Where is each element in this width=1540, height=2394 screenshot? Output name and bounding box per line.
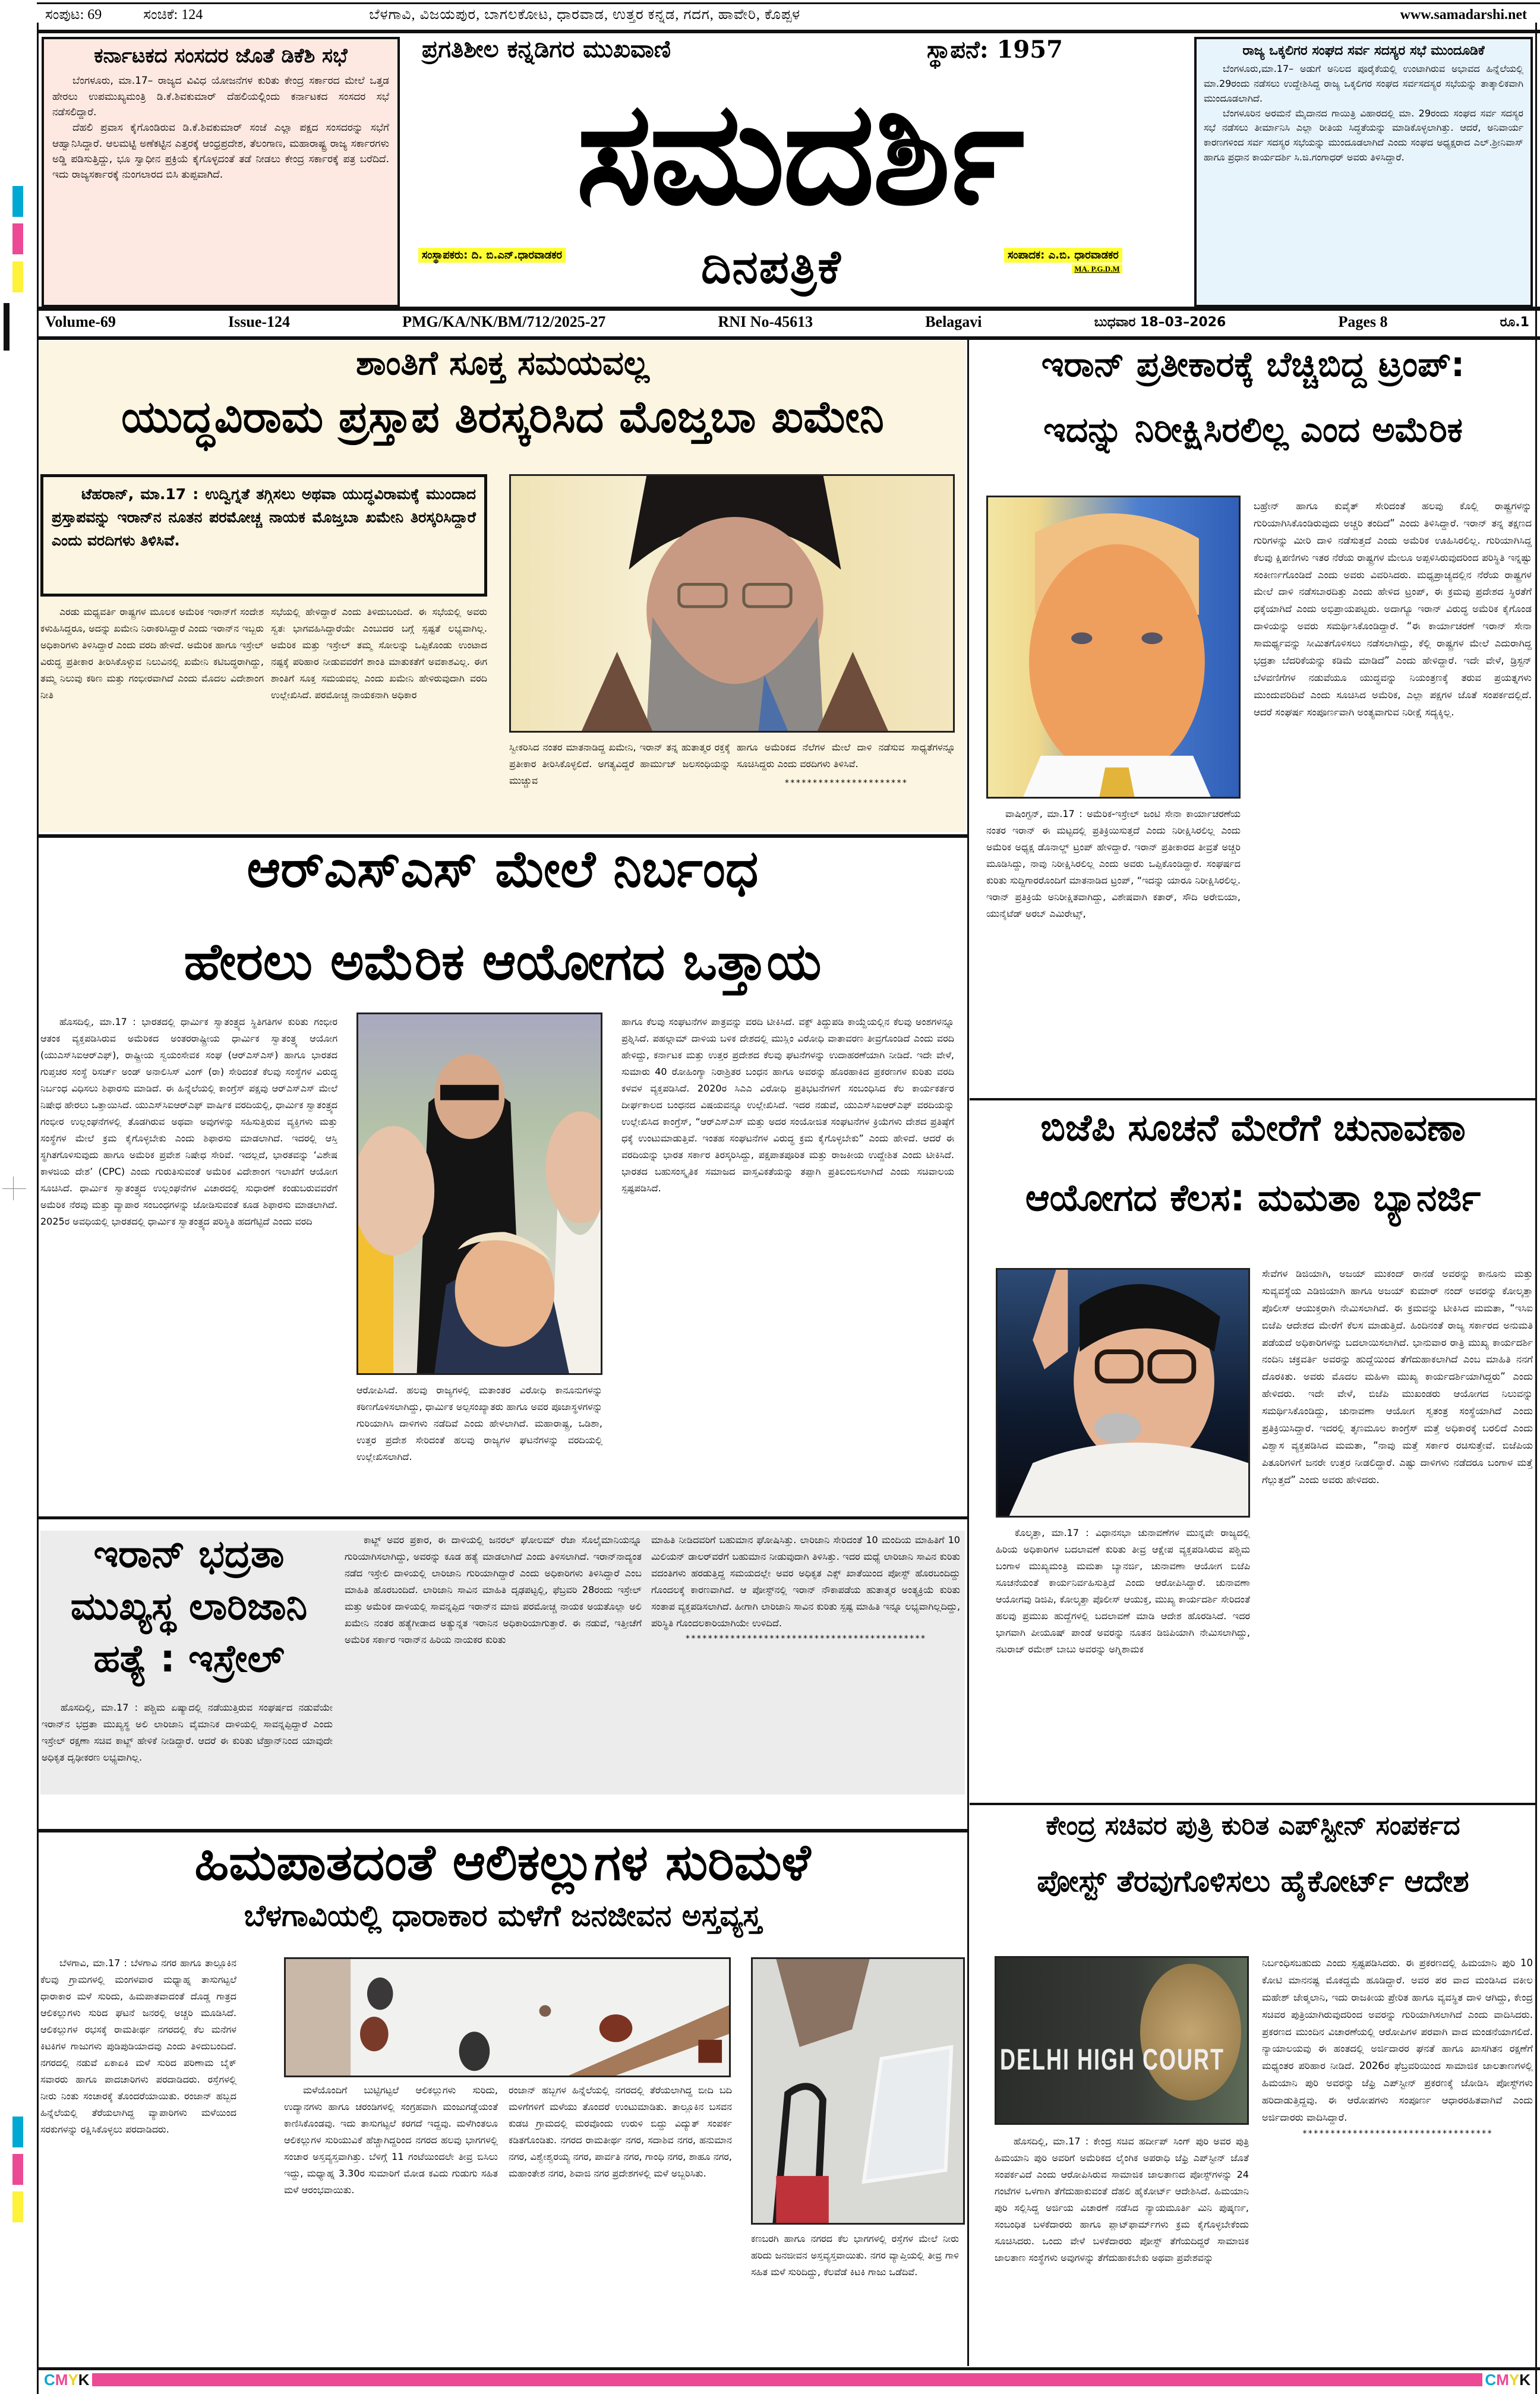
hailstones-photo [284,1957,731,2077]
story3-bottom-rule [37,1516,967,1519]
info-volume: Volume-69 [45,313,116,330]
crop-mark [13,1177,14,1200]
story5-headline-line3: ಹತ್ಯೆ : ಇಸ್ರೇಲ್ [93,1637,285,1681]
story1-col1 [40,604,264,828]
story2-col2 [986,806,1241,1091]
info-issue: Issue-124 [228,313,291,330]
mamata-photo [996,1268,1250,1518]
story3-col2 [356,1382,602,1513]
yellow-swatch [12,2191,23,2222]
editor-degree: MA. P.G.D.M [1072,264,1122,274]
black-swatch [4,303,10,351]
story4-col2-text: ಕೊಲ್ಕತ್ತಾ, ಮಾ.17 : ವಿಧಾನಸಭಾ ಚುನಾವಣೆಗಳ ಮುನ್ನವೇ ರಾಜ್ಯದಲ್ಲಿ ಹಿರಿಯ ಅಧಿಕಾರಿಗಳ ಬದಲಾವಣೆ ಕುರಿತು ತೀವ್ರ ಆಕ್ಷೇಪ ವ್ಯಕ್ತಪಡಿಸಿರುವ ಪಶ್ಚಿಮ ಬಂಗಾಳ ಮುಖ್ಯಮಂತ್ರಿ ಮಮತಾ ಬ್ಯಾನರ್ಜಿ, ಚುನಾವಣಾ ಆಯೋಗ ಬಿಜೆಪಿ ಸೂಚನೆಯಂತೆ ಕಾರ್ಯನಿರ್ವಹಿಸುತ್ತಿದೆ ಎಂದು ಆರೋಪಿಸಿದ್ದಾರೆ. ಚುನಾವಣಾ ಆಯೋಗವು ಡಿಜಿಪಿ, ಕೋಲ್ಕತ್ತಾ ಪೊಲೀಸ್ ಆಯುಕ್ತ, ಮುಖ್ಯ ಕಾರ್ಯದರ್ಶಿ ಸೇರಿದಂತೆ ಹಲವು ಪ್ರಮುಖ ಹುದ್ದೆಗಳಲ್ಲಿ ಬದಲಾವಣೆ ಮಾಡಿ ಆದೇಶ ಹೊರಡಿಸಿದೆ. ಇದರ ಭಾಗವಾಗಿ ಪೀಯೂಷ್ ಪಾಂಡೆ ಅವರನ್ನು ನೂತನ ಡಿಜಿಪಿಯಾಗಿ ನೇಮಿಸಲಾಗಿದ್ದು, ನಟರಾಜ್ ರಮೇಶ್ ಬಾಬು ಅವರನ್ನು ಅಗ್ನಿಶಾಮಕ [996,1527,1250,1655]
issue-kannada: ಸಂಚಿಕೆ: 124 [143,7,203,23]
info-city: Belagavi [925,313,982,330]
yellow-swatch [12,261,23,292]
story3-col3 [621,1014,954,1513]
story4-headline-line2: ಆಯೋಗದ ಕೆಲಸ: ಮಮತಾ ಬ್ಯಾನರ್ಜಿ [1025,1176,1481,1219]
story6-col1 [40,1955,236,2365]
story4-col2 [996,1525,1250,1804]
story4-col1-text: ಸೇವೆಗಳ ಡಿಜಿಯಾಗಿ, ಅಜಯ್ ಮುಕಂದ್ ರಾನಡೆ ಅವರನ್ನು ಕಾನೂನು ಮತ್ತು ಸುವ್ಯವಸ್ಥೆಯ ಎಡಿಜಿಯಾಗಿ ಹಾಗೂ ಅಜಯ್ ಕುಮಾರ್ ನಂದ್ ಅವರನ್ನು ಕೋಲ್ಕತ್ತಾ ಪೊಲೀಸ್ ಆಯುಕ್ತರಾಗಿ ನೇಮಿಸಲಾಗಿದೆ. ಈ ಕ್ರಮವನ್ನು ಟೀಕಿಸಿದ ಮಮತಾ, “ಇಸಿಐ ಬಿಜೆಪಿ ಆದೇಶದ ಮೇರೆಗೆ ಕೆಲಸ ಮಾಡುತ್ತಿದೆ. ಹಿಂದಿನಂತೆ ರಾಜ್ಯ ಸರ್ಕಾರದ ಅನುಮತಿ ಪಡೆಯದೆ ಅಧಿಕಾರಿಗಳನ್ನು ಬದಲಾಯಿಸಲಾಗಿದೆ. ಭಾನುವಾರ ರಾತ್ರಿ ಮುಖ್ಯ ಕಾರ್ಯದರ್ಶಿ ನಂದಿನಿ ಚಕ್ರವರ್ತಿ ಅವರನ್ನು ಹುದ್ದೆಯಿಂದ ತೆಗೆದುಹಾಕಲಾಗಿದೆ ಎಂಬ ಮಾಹಿತಿ ನನಗೆ ದೊರಕಿತು. ಅವರು ಮೊದಲ ಮಹಿಳಾ ಮುಖ್ಯ ಕಾರ್ಯದರ್ಶಿಯಾಗಿದ್ದರು” ಎಂದು ಹೇಳಿದರು. ಇದೇ ವೇಳೆ, ಬಿಜೆಪಿ ಮುಖಂಡರು ಆಯೋಗದ ನಿಲುವನ್ನು ಸಮರ್ಥಿಸಿಕೊಂಡಿದ್ದು, ಚುನಾವಣಾ ಆಯೋಗ ಸ್ವತಂತ್ರ ಸಂಸ್ಥೆಯಾಗಿದೆ ಎಂದು ಪ್ರತಿಕ್ರಿಯಿಸಿದ್ದಾರೆ. ಇದರಲ್ಲಿ ತೃಣಮೂಲ ಕಾಂಗ್ರೆಸ್ ಮತ್ತೆ ಅಧಿಕಾರಕ್ಕೆ ಬರಲಿದೆ ಎಂದು ವಿಶ್ವಾಸ ವ್ಯಕ್ತಪಡಿಸಿದ ಮಮತಾ, “ನಾವು ಮತ್ತೆ ಸರ್ಕಾರ ರಚಿಸುತ್ತೇವೆ. ಬಿಜೆಪಿಯ ಪಿತೂರಿಗಳಿಗೆ ಜನರೇ ಉತ್ತರ ನೀಡಲಿದ್ದಾರೆ. ಎಷ್ಟು ದಾಳಿಗಳು ನಡೆದರೂ ಬಂಗಾಳ ಮತ್ತೆ ಗೆಲ್ಲುತ್ತದೆ” ಎಂದು ಅವರು ಹೇಳಿದರು. [1262,1268,1533,1485]
right-teaser-body [1197,61,1530,166]
story2-col1 [1254,498,1532,923]
story6-col2 [284,2082,498,2365]
cmyk-footer [42,2371,1533,2389]
story1-col3-text: ಸ್ವೀಕರಿಸಿದ ನಂತರ ಮಾತನಾಡಿದ್ದ ಖಮೇನಿ, ಇರಾನ್ ತನ್ನ ಹುತಾತ್ಮರ ರಕ್ತಕ್ಕೆ ಪ್ರತೀಕಾರ ತೀರಿಸಿಕೊಳ್ಳಲಿದೆ. ಅಗತ್ಯವಿದ್ದರೆ ಹಾರ್ಮುಜ್ ಜಲಸಂಧಿಯನ್ನು ಮುಚ್ಚುವ [509,742,730,786]
court-sign-text: DELHI HIGH COURT [1000,2042,1225,2076]
story1-col3 [509,739,730,828]
website-link[interactable]: www.samadarshi.net [1400,7,1527,23]
cmyk-k: K [1519,2370,1530,2389]
cleric-figure-icon [511,476,953,731]
portrait-icon [988,497,1239,797]
broken-window-photo [751,1957,965,2225]
info-price: ರೂ.1 [1500,314,1529,330]
story6-col4 [751,2231,959,2365]
story1-lead-box [40,474,487,597]
crop-mark [2,1188,26,1189]
rss-leaders-photo [356,1013,602,1375]
top-bar-rule [37,30,1540,33]
right-teaser-box [1194,37,1533,307]
story5-col1 [42,1699,333,1793]
story6-col3-text: ರಂಜಾನ್ ಹಬ್ಬಗಳ ಹಿನ್ನೆಲೆಯಲ್ಲಿ ನಗರದಲ್ಲಿ ತೆರೆಯಲಾಗಿದ್ದ ಬೀದಿ ಬದಿ ಮಳಿಗೆಗಳಿಗೆ ಮಳೆಯು ತೊಂದರೆ ಉಂಟುಮಾಡಿತು. ತಾಲ್ಲೂಕಿನ ಬಸವನ ಕುಡಚಿ ಗ್ರಾಮದಲ್ಲಿ ಮರವೊಂದು ಉರುಳಿ ಬಿದ್ದು ವಿದ್ಯುತ್ ಸಂಪರ್ಕ ಕಡಿತಗೊಂಡಿತು. ನಗರದ ರಾಮತೀರ್ಥ ನಗರ, ಸದಾಶಿವ ನಗರ, ಹನುಮಾನ ನಗರ, ವಿಶ್ವೇಶ್ವರಯ್ಯ ನಗರ, ಪಾರ್ವತಿ ನಗರ, ಗಾಂಧಿ ನಗರ, ಶಾಹೂ ನಗರ, ಮಹಾಂತೇಶ ನಗರ, ಶಿವಾಜಿ ನಗರ ಪ್ರದೇಶಗಳಲ್ಲಿ ಮಳೆ ಅಬ್ಬರಿಸಿತು. [509,2084,732,2179]
story4-headline-line1: ಬಿಜೆಪಿ ಸೂಚನೆ ಮೇರೆಗೆ ಚುನಾವಣಾ [1040,1106,1466,1149]
story3-col3-text: ಹಾಗೂ ಕೆಲವು ಸಂಘಟನೆಗಳ ಪಾತ್ರವನ್ನು ವರದಿ ಟೀಕಿಸಿದೆ. ವಕ್ಫ್ ತಿದ್ದುಪಡಿ ಕಾಯ್ದೆಯಲ್ಲಿನ ಕೆಲವು ಅಂಶಗಳನ್ನೂ ಪ್ರಶ್ನಿಸಿದೆ. ಪಹಲ್ಗಾಮ್ ದಾಳಿಯ ಬಳಿಕ ದೇಶದಲ್ಲಿ ಮುಸ್ಲಿಂ ವಿರೋಧಿ ವಾತಾವರಣ ತೀವ್ರಗೊಂಡಿದೆ ಎಂದು ವರದಿ ಹೇಳಿದ್ದು, ಕರ್ನಾಟಕ ಮತ್ತು ಉತ್ತರ ಪ್ರದೇಶದ ಕೆಲವು ಘಟನೆಗಳನ್ನು ಉದಾಹರಣೆಯಾಗಿ ನೀಡಿದೆ. ಇದೇ ವೇಳೆ, ಸುಮಾರು 40 ರೋಹಿಂಗ್ಯಾ ನಿರಾಶ್ರಿತರ ಬಂಧನ ಹಾಗೂ ಅವರನ್ನು ಹೊರಹಾಕಿದ ಪ್ರಕರಣಗಳ ಕುರಿತು ವರದಿ ಕಳವಳ ವ್ಯಕ್ತಪಡಿಸಿದೆ. 2020ರ ಸಿಎಎ ವಿರೋಧಿ ಪ್ರತಿಭಟನೆಗಳಿಗೆ ಸಂಬಂಧಿಸಿದ ಕೆಲ ಕಾರ್ಯಕರ್ತರ ದೀರ್ಘಕಾಲದ ಬಂಧನದ ವಿಷಯವನ್ನೂ ಉಲ್ಲೇಖಿಸಿದೆ. ಇದರ ನಡುವೆ, ಯುಎಸ್‌ಸಿಐಆರ್‌ಎಫ್ ವರದಿಯನ್ನು ಉಲ್ಲೇಖಿಸಿದ ಕಾಂಗ್ರೆಸ್, “ಆರ್‌ಎಸ್‌ಎಸ್ ಮತ್ತು ಅದರ ಸಂಯೋಜಿತ ಸಂಘಟನೆಗಳ ಕ್ರಿಯೆಗಳು ದೇಶದ ಪ್ರತಿಷ್ಠೆಗೆ ಧಕ್ಕೆ ಉಂಟುಮಾಡುತ್ತಿವೆ. ಇಂತಹ ಸಂಘಟನೆಗಳ ವಿರುದ್ಧ ಕ್ರಮ ಕೈಗೊಳ್ಳಬೇಕು” ಎಂದು ಹೇಳಿದೆ. ಆದರೆ ಈ ವರದಿಯನ್ನು ಭಾರತ ಸರ್ಕಾರ ತಿರಸ್ಕರಿಸಿದ್ದು, ಪಕ್ಷಪಾತಪೂರಿತ ಮತ್ತು ರಾಜಕೀಯ ಉದ್ದೇಶಿತ ಎಂದು ಟೀಕಿಸಿದೆ. ಭಾರತದ ಬಹುಸಂಸ್ಕೃತಿಕ ಸಮಾಜದ ವಾಸ್ತವಿಕತೆಯನ್ನು ತಪ್ಪಾಗಿ ಪ್ರತಿಬಿಂಬಿಸಲಾಗಿದೆ ಎಂದು ಸಚಿವಾಲಯ ಸ್ಪಷ್ಟಪಡಿಸಿದೆ. [621,1016,954,1194]
magenta-swatch [12,2154,23,2185]
story2-col1-text: ಬಹ್ರೇನ್ ಹಾಗೂ ಕುವೈತ್ ಸೇರಿದಂತೆ ಹಲವು ಕೊಲ್ಲಿ ರಾಷ್ಟ್ರಗಳನ್ನು ಗುರಿಯಾಗಿಸಿಕೊಂಡಿರುವುದು ಅಚ್ಚರಿ ತಂದಿದೆ” ಎಂದು ತಿಳಿಸಿದ್ದಾರೆ. ಇರಾನ್ ತನ್ನ ತಕ್ಷಣದ ಗುರಿಗಳನ್ನು ಮೀರಿ ದಾಳಿ ನಡೆಸುತ್ತದೆ ಎಂದು ಅಮೆರಿಕ ಊಹಿಸಿರಲಿಲ್ಲ. ಗುರಿಯಾಗಿಸಿದ್ದ ಕೆಲವು ಕ್ಷಿಪಣಿಗಳು ಇತರ ನೆರೆಯ ರಾಷ್ಟ್ರಗಳ ಮೇಲೂ ಅಪ್ಪಳಿಸಿರುವುದರಿಂದ ಪರಿಸ್ಥಿತಿ ಇನ್ನಷ್ಟು ಸಂಕೀರ್ಣಗೊಂಡಿದೆ ಎಂದು ಅವರು ವಿವರಿಸಿದರು. ಮಧ್ಯಪ್ರಾಚ್ಯದಲ್ಲಿನ ನೆರೆಯ ರಾಷ್ಟ್ರಗಳ ಮೇಲೆ ದಾಳಿ ನಡೆಸಬಾರದಿತ್ತು ಎಂದು ಹೇಳಿದ ಟ್ರಂಪ್, ಈ ಕ್ರಮವು ಪ್ರದೇಶದ ಸ್ಥಿರತೆಗೆ ಧಕ್ಕೆಯಾಗಿದೆ ಎಂದು ಅಭಿಪ್ರಾಯಪಟ್ಟರು. ಅದಾಗ್ಯೂ ಇರಾನ್ ವಿರುದ್ಧ ಅಮೆರಿಕ ಕೈಗೊಂಡ ದಾಳಿಯನ್ನು ಅವರು ಸಮರ್ಥಿಸಿಕೊಂಡಿದ್ದಾರೆ. “ಈ ಕಾರ್ಯಾಚರಣೆ ಇರಾನ್ ಸೇನಾ ಸಾಮರ್ಥ್ಯವನ್ನು ಸೀಮಿತಗೊಳಿಸಲು ನಡೆಸಲಾಗಿದ್ದು, ಕೆಲ್ಲಿ ರಾಷ್ಟ್ರಗಳ ಮೇಲೆ ಎದುರಾಗಿದ್ದ ಭದ್ರತಾ ಬೆದರಿಕೆಯನ್ನು ಕಡಿಮೆ ಮಾಡಿದೆ” ಎಂದು ಹೇಳಿದ್ದಾರೆ. ಇದೇ ವೇಳೆ, ಡ್ರಿಸ್ಟನ್ ಬೆಳವಣಿಗೆಗಳ ನಡುವೆಯೂ ಯುದ್ಧವನ್ನು ನಿಯಂತ್ರಣಕ್ಕೆ ತರುವ ಪ್ರಯತ್ನಗಳು ಮುಂದುವರಿದಿವೆ ಎಂದು ಸೂಚಿಸಿದ ಅಮೆರಿಕ, ಎಲ್ಲಾ ಪಕ್ಷಗಳ ಜೊತೆ ಸಂಪರ್ಕದಲ್ಲಿದೆ. ಆದರೆ ಸಂಘರ್ಷ ಸಂಪೂರ್ಣವಾಗಿ ಅಂತ್ಯವಾಗುವ ನಿರೀಕ್ಷೆ ಸದ್ಯಕ್ಕಿಲ್ಲ. [1254,500,1532,718]
story3-col1 [40,1014,337,1513]
story3-col2-text: ಆರೋಪಿಸಿದೆ. ಹಲವು ರಾಜ್ಯಗಳಲ್ಲಿ ಮತಾಂತರ ವಿರೋಧಿ ಕಾನೂನುಗಳನ್ನು ಕಠಿಣಗೊಳಿಸಲಾಗಿದ್ದು, ಧಾರ್ಮಿಕ ಅಲ್ಪಸಂಖ್ಯಾತರು ಹಾಗೂ ಅವರ ಪೂಜಾಸ್ಥಳಗಳನ್ನು ಗುರಿಯಾಗಿಸಿ ದಾಳಿಗಳು ನಡೆದಿವೆ ಎಂದು ಹೇಳಲಾಗಿದೆ. ಮಹಾರಾಷ್ಟ್ರ, ಒಡಿಶಾ, ಉತ್ತರ ಪ್ರದೇಶ ಸೇರಿದಂತೆ ಹಲವು ರಾಜ್ಯಗಳ ಘಟನೆಗಳನ್ನು ವರದಿಯಲ್ಲಿ ಉಲ್ಲೇಖಿಸಲಾಗಿದೆ. [356,1384,602,1462]
story5-headline-line2: ಮುಖ್ಯಸ್ಥ ಲಾರಿಜಾನಿ [70,1585,308,1629]
story6-col3 [509,2082,732,2365]
story1-col2 [271,604,487,828]
info-pages: Pages 8 [1338,313,1388,330]
cmyk-right-label [1482,2371,1533,2389]
story7-headline-line1: ಕೇಂದ್ರ ಸಚಿವರ ಪುತ್ರಿ ಕುರಿತ ಎಪ್‌ಸ್ಟೀನ್ ಸಂಪರ್ಕದ [1046,1811,1460,1841]
cyan-swatch [12,186,23,217]
edition-cities: ಬೆಳಗಾವಿ, ವಿಜಯಪುರ, ಬಾಗಲಕೋಟ, ಧಾರವಾಡ, ಉತ್ತರ ಕನ್ನಡ, ಗದಗ, ಹಾವೇರಿ, ಕೊಪ್ಪಳ [369,7,801,23]
group-portrait-icon [358,1014,601,1373]
story4-bottom-rule [970,1803,1535,1805]
right-teaser-para: ಬೆಂಗಳೂರು,ಮಾ.17– ಅಡುಗೆ ಅನಿಲದ ಪೂರೈಕೆಯಲ್ಲಿ ಉಂಟಾಗಿರುವ ಅಭಾವದ ಹಿನ್ನೆಲೆಯಲ್ಲಿ ಮಾ.29ರಂದು ನಡೆಸಲು ಉದ್ದೇಶಿಸಿದ್ದ ರಾಜ್ಯ ಒಕ್ಕಲಿಗರ ಸಂಘದ ಸರ್ವಸದಸ್ಯರ ಸಭೆಯನ್ನು ತಾತ್ಕಾಲಿಕವಾಗಿ ಮುಂದೂಡಲಾಗಿದೆ. [1204,63,1523,104]
story7-headline-line2: ಪೋಸ್ಟ್ ತೆರವುಗೊಳಿಸಲು ಹೈಕೋರ್ಟ್ ಆದೇಶ [1037,1864,1469,1898]
story6-col1-text: ಬೆಳಗಾವಿ, ಮಾ.17 : ಬೆಳಗಾವಿ ನಗರ ಹಾಗೂ ತಾಲ್ಲೂಕಿನ ಕೆಲವು ಗ್ರಾಮಗಳಲ್ಲಿ ಮಂಗಳವಾರ ಮಧ್ಯಾಹ್ನ ತಾಸುಗಟ್ಟಲೆ ಧಾರಾಕಾರ ಮಳೆ ಸುರಿದು, ಹಿಮಪಾತವಾದಂತೆ ದೊಡ್ಡ ಗಾತ್ರದ ಆಲಿಕಲ್ಲುಗಳು ಸುರಿದ ಘಟನೆ ಜನರಲ್ಲಿ ಅಚ್ಚರಿ ಮೂಡಿಸಿದೆ. ಆಲಿಕಲ್ಲುಗಳ ರಭಸಕ್ಕೆ ರಾಮತೀರ್ಥ ನಗರದಲ್ಲಿ ಕೆಲ ಮನೆಗಳ ಕಿಟಕಿಗಳ ಗಾಜುಗಳು ಪುಡಿಪುಡಿಯಾದವು ಎಂದು ತಿಳಿದುಬಂದಿದೆ. ನಗರದಲ್ಲಿ ನಡುವೆ ಏಕಾಏಕಿ ಮಳೆ ಸುರಿದ ಪರಿಣಾಮ ಬೈಕ್ ಸವಾರರು ಹಾಗೂ ಪಾದಚಾರಿಗಳು ಪರದಾಡಿದರು. ರಸ್ತೆಗಳಲ್ಲಿ ನೀರು ನಿಂತು ಸಂಚಾರಕ್ಕೆ ತೊಂದರೆಯಾಯಿತು. ರಂಜಾನ್ ಹಬ್ಬದ ಹಿನ್ನೆಲೆಯಲ್ಲಿ ತೆರೆಯಲಾಗಿದ್ದ ವ್ಯಾಪಾರಿಗಳು ಮಳೆಯಿಂದ ಸರಕುಗಳನ್ನು ರಕ್ಷಿಸಿಕೊಳ್ಳಲು ಪರದಾಡಿದರು. [40,1957,236,2135]
magenta-band [92,2373,1483,2386]
story5-col2 [345,1532,642,1793]
editor-label: ಸಂಪಾದಕ: ಎ.ಬಿ. ಧಾರವಾಡಕರ [1004,248,1122,263]
scooter-window-icon [753,1959,963,2223]
story1-col2-text: ಸಭೆಯಲ್ಲಿ ಹೇಳಿದ್ದಾರೆ ಎಂದು ತಿಳಿದುಬಂದಿದೆ. ಈ ಸಭೆಯಲ್ಲಿ ಅವರು ಸ್ವತಃ ಭಾಗವಹಿಸಿದ್ದಾರೆಯೇ ಎಂಬುದರ ಬಗ್ಗೆ ಸ್ಪಷ್ಟತೆ ಲಭ್ಯವಾಗಿಲ್ಲ. ಅಮೆರಿಕ ಮತ್ತು ಇಸ್ರೇಲ್ ತಮ್ಮ ಸೋಲನ್ನು ಒಪ್ಪಿಕೊಂಡು ಉಂಟಾದ ನಷ್ಟಕ್ಕೆ ಪರಿಹಾರ ನೀಡುವವರೆಗೆ ಶಾಂತಿ ಮಾತುಕತೆಗೆ ಅವಕಾಶವಿಲ್ಲ. ಈಗ ಶಾಂತಿಗೆ ಸೂಕ್ತ ಸಮಯವಲ್ಲ ಎಂದು ಖಮೇನಿ ಹೇಳಿರುವುದಾಗಿ ವರದಿ ಉಲ್ಲೇಖಿಸಿದೆ. ಪರಮೋಚ್ಚ ನಾಯಕನಾಗಿ ಅಧಿಕಾರ [271,606,487,701]
trump-photo [986,496,1241,799]
hailstones-icon [286,1959,729,2076]
story3-headline-line2: ಹೇರಲು ಅಮೆರಿಕ ಆಯೋಗದ ಒತ್ತಾಯ [184,932,822,992]
cmyk-y: Y [1509,2370,1520,2389]
story6-headline: ಹಿಮಪಾತದಂತೆ ಆಲಿಕಲ್ಲುಗಳ ಸುರಿಮಳೆ [194,1833,811,1891]
story1-end-stars: ********************** [784,778,908,788]
cmyk-left-label [42,2371,92,2389]
right-teaser-para: ಬೆಂಗಳೂರಿನ ಅರಮನೆ ಮೈದಾನದ ಗಾಯಿತ್ರಿ ವಿಹಾರದಲ್ಲಿ ಮಾ. 29ರಂದು ಸಂಘದ ಸರ್ವ ಸದಸ್ಯರ ಸಭೆ ನಡೆಸಲು ತೀರ್ಮಾನಿಸಿ ಎಲ್ಲಾ ರೀತಿಯ ಸಿದ್ಧತೆಯನ್ನು ಮಾಡಿಕೊಳ್ಳಲಾಗಿತ್ತು. ಆದರೆ, ಅನಿವಾರ್ಯ ಕಾರಣಗಳಿಂದ ಸರ್ವ ಸದಸ್ಯರ ಸಭೆಯನ್ನು ಮುಂದೂಡಲಾಗಿದೆ ಎಂದು ಸಂಘದ ಅಧ್ಯಕ್ಷರಾದ ಎಲ್.ಶ್ರೀನಿವಾಸ್ ಹಾಗೂ ಪ್ರಧಾನ ಕಾರ್ಯದರ್ಶಿ ಸಿ.ಜಿ.ಗಂಗಾಧರ್ ಅವರು ತಿಳಿಸಿದ್ದಾರೆ. [1204,107,1523,163]
info-rni: RNI No-45613 [718,313,813,330]
info-bar-top-rule [37,307,1540,311]
story6-col2-text: ಮಳೆಯೊಂದಿಗೆ ಬುಟ್ಟಿಗಟ್ಟಲೆ ಆಲಿಕಲ್ಲುಗಳು ಸುರಿದು, ಉದ್ಯಾನಗಳು ಹಾಗೂ ಚರಂಡಿಗಳಲ್ಲಿ ಸಂಗ್ರಹವಾಗಿ ಮಂಜುಗಡ್ಡೆಯಂತೆ ಕಾಣಿಸಿಕೊಂಡವು. ಇದು ತಾಸುಗಟ್ಟಲೆ ಕರಗದೆ ಇದ್ದವು. ಮಳೆಗಿಂತಲೂ ಆಲಿಕಲ್ಲುಗಳ ಸುರಿಯುವಿಕೆ ಹೆಚ್ಚಾಗಿದ್ದರಿಂದ ನಗರದ ಹಲವು ಭಾಗಗಳಲ್ಲಿ ಸಂಚಾರ ಅಸ್ತವ್ಯಸ್ತವಾಗಿತ್ತು. ಬೆಳಿಗ್ಗೆ 11 ಗಂಟೆಯಿಂದಲೇ ತೀವ್ರ ಬಿಸಿಲು ಇದ್ದು, ಮಧ್ಯಾಹ್ನ 3.30ರ ಸುಮಾರಿಗೆ ಮೋಡ ಕವಿದು ಗುಡುಗು ಸಹಿತ ಮಳೆ ಆರಂಭವಾಯಿತು. [284,2084,498,2196]
story1-col1-text: ಎರಡು ಮಧ್ಯವರ್ತಿ ರಾಷ್ಟ್ರಗಳ ಮೂಲಕ ಅಮೆರಿಕ ಇರಾನ್‌ಗೆ ಸಂದೇಶ ಕಳುಹಿಸಿದ್ದರೂ, ಅದನ್ನು ಖಮೇನಿ ನಿರಾಕರಿಸಿದ್ದಾರೆ ಎಂದು ಇರಾನ್‌ನ ಇಬ್ಬರು ಅಧಿಕಾರಿಗಳು ತಿಳಿಸಿದ್ದಾರೆ ಎಂದು ವರದಿ ಹೇಳಿದೆ. ಅಮೆರಿಕ ಹಾಗೂ ಇಸ್ರೇಲ್ ವಿರುದ್ಧ ಪ್ರತೀಕಾರ ತೀರಿಸಿಕೊಳ್ಳುವ ನಿಲುವಿನಲ್ಲಿ ಖಮೇನಿ ಕಟಿಬದ್ಧರಾಗಿದ್ದು, ತಮ್ಮ ನಿಲುವು ಕಠಿಣ ಮತ್ತು ಗಂಭೀರವಾಗಿದೆ ಎಂದು ಮೊದಲ ವಿದೇಶಾಂಗ ನೀತಿ [40,606,264,701]
story3-col1-text: ಹೊಸದಿಲ್ಲಿ, ಮಾ.17 : ಭಾರತದಲ್ಲಿ ಧಾರ್ಮಿಕ ಸ್ವಾತಂತ್ರ್ಯದ ಸ್ಥಿತಿಗತಿಗಳ ಕುರಿತು ಗಂಭೀರ ಆತಂಕ ವ್ಯಕ್ತಪಡಿಸಿರುವ ಅಮೆರಿಕದ ಅಂತರರಾಷ್ಟ್ರೀಯ ಧಾರ್ಮಿಕ ಸ್ವಾತಂತ್ರ್ಯ ಆಯೋಗ (ಯುಎಸ್‌ಸಿಐಆರ್‌ಎಫ್), ರಾಷ್ಟ್ರೀಯ ಸ್ವಯಂಸೇವಕ ಸಂಘ (ಆರ್‌ಎಸ್‌ಎಸ್) ಹಾಗೂ ಭಾರತದ ಗುಪ್ತಚರ ಸಂಸ್ಥೆ ರಿಸರ್ಚ್ ಅಂಡ್ ಅನಾಲಿಸಿಸ್ ವಿಂಗ್ (ರಾ) ಸೇರಿದಂತೆ ಕೆಲವು ಸಂಸ್ಥೆಗಳ ವಿರುದ್ಧ ನಿರ್ಬಂಧ ವಿಧಿಸಲು ಶಿಫಾರಸು ಮಾಡಿದೆ. ಈ ಹಿನ್ನೆಲೆಯಲ್ಲಿ ಕಾಂಗ್ರೆಸ್ ಪಕ್ಷವು ಆರ್‌ಎಸ್‌ಎಸ್ ಮೇಲೆ ನಿಷೇಧ ಹೇರಲು ಒತ್ತಾಯಿಸಿದೆ. ಯುಎಸ್‌ಸಿಐಆರ್‌ಎಫ್ ವಾರ್ಷಿಕ ವರದಿಯಲ್ಲಿ, ಧಾರ್ಮಿಕ ಸ್ವಾತಂತ್ರ್ಯದ ಗಂಭೀರ ಉಲ್ಲಂಘನೆಗಳಲ್ಲಿ ತೊಡಗಿರುವ ಅಥವಾ ಅವುಗಳನ್ನು ಸಹಿಸುತ್ತಿರುವ ವ್ಯಕ್ತಿಗಳು ಮತ್ತು ಸಂಸ್ಥೆಗಳ ಮೇಲೆ ಕ್ರಮ ಕೈಗೊಳ್ಳಬೇಕು ಎಂದು ಶಿಫಾರಸು ಮಾಡಲಾಗಿದೆ. ಇದರಲ್ಲಿ ಆಸ್ತಿ ಸ್ಥಗಿತಗೊಳಿಸುವುದು ಹಾಗೂ ಅಮೆರಿಕ ಪ್ರವೇಶ ನಿಷೇಧ ಸೇರಿವೆ. ಇದಲ್ಲದೆ, ಭಾರತವನ್ನು ‘ವಿಶೇಷ ಕಾಳಜಿಯ ದೇಶ’ (CPC) ಎಂದು ಗುರುತಿಸುವಂತೆ ಅಮೆರಿಕ ವಿದೇಶಾಂಗ ಇಲಾಖೆಗೆ ಆಯೋಗ ಸೂಚಿಸಿದೆ. ಧಾರ್ಮಿಕ ಸ್ವಾತಂತ್ರ್ಯದ ಉಲ್ಲಂಘನೆಗಳ ವಿಚಾರದಲ್ಲಿ ಸುಧಾರಣೆ ಕಂಡುಬರುವವರೆಗೆ ಅಮೆರಿಕ ನೆರವು ಮತ್ತು ವ್ಯಾಪಾರ ಸಂಬಂಧಗಳನ್ನು ಜೋಡಿಸುವಂತೆ ಕೂಡ ಶಿಫಾರಸು ಮಾಡಲಾಗಿದೆ. 2025ರ ಅವಧಿಯಲ್ಲಿ ಭಾರತದಲ್ಲಿ ಧಾರ್ಮಿಕ ಸ್ವಾತಂತ್ರ್ಯದ ಪರಿಸ್ಥಿತಿ ಹದಗೆಟ್ಟಿದೆ ಎಂದು ವರದಿ [40,1016,337,1227]
story5-headline-line1: ಇರಾನ್ ಭದ್ರತಾ [93,1532,285,1576]
story3-headline-line1: ಆರ್‌ಎಸ್‌ಎಸ್ ಮೇಲೆ ನಿರ್ಬಂಧ [247,840,759,899]
info-bar-bottom-rule [37,336,1540,340]
masthead-founder [418,248,566,263]
story7-col1-text: ಹೊಸದಿಲ್ಲಿ, ಮಾ.17 : ಕೇಂದ್ರ ಸಚಿವ ಹರ್ದೀಪ್ ಸಿಂಗ್ ಪುರಿ ಅವರ ಪುತ್ರಿ ಹಿಮಯಾನಿ ಪುರಿ ಅವರಿಗೆ ಅಮೆರಿಕದ ಲೈಂಗಿಕ ಅಪರಾಧಿ ಜೆಫ್ರಿ ಎಪ್‌ಸ್ಟೀನ್ ಜೊತೆ ಸಂಪರ್ಕವಿದೆ ಎಂದು ಆರೋಪಿಸಿರುವ ಸಾಮಾಜಿಕ ಜಾಲತಾಣದ ಪೋಸ್ಟ್‌ಗಳನ್ನು 24 ಗಂಟೆಗಳ ಒಳಗಾಗಿ ತೆಗೆದುಹಾಕುವಂತೆ ದೆಹಲಿ ಹೈಕೋರ್ಟ್ ಆದೇಶಿಸಿದೆ. ಹಿಮಯಾನಿ ಪುರಿ ಸಲ್ಲಿಸಿದ್ದ ಅರ್ಜಿಯ ವಿಚಾರಣೆ ನಡೆಸಿದ ನ್ಯಾಯಮೂರ್ತಿ ಮಿನಿ ಪುಷ್ಕರ್ಣ, ಸಂಬಂಧಿತ ಬಳಕೆದಾರರು ಹಾಗೂ ಪ್ಲಾಟ್‌ಫಾರ್ಮ್‌ಗಳು ಕ್ರಮ ಕೈಗೊಳ್ಳಬೇಕೆಂದು ಸೂಚಿಸಿದರು. ಒಂದು ವೇಳೆ ಬಳಕೆದಾರರು ಪೋಸ್ಟ್ ತೆಗೆಯದಿದ್ದರೆ ಸಾಮಾಜಿಕ ಜಾಲತಾಣ ಸಂಸ್ಥೆಗಳು ಅವುಗಳನ್ನು ತೆಗೆದುಹಾಕಬೇಕು ಅಥವಾ ಪ್ರವೇಶವನ್ನು [995,2136,1249,2263]
story5-col3 [651,1532,960,1793]
masthead-editor [1004,248,1122,274]
speaker-portrait-icon [998,1270,1248,1516]
story6-col4-text: ಕಣಬರಗಿ ಹಾಗೂ ನಗರದ ಕೆಲ ಭಾಗಗಳಲ್ಲಿ ರಸ್ತೆಗಳ ಮೇಲೆ ನೀರು ಹರಿದು ಜನಜೀವನ ಅಸ್ತವ್ಯಸ್ತವಾಯಿತು. ನಗರ ವ್ಯಾಪ್ತಿಯಲ್ಲಿ ತೀವ್ರ ಗಾಳಿ ಸಹಿತ ಮಳೆ ಸುರಿದಿದ್ದು, ಕೆಲವೆಡೆ ಕಿಟಕಿ ಗಾಜು ಒಡೆದಿವೆ. [751,2233,959,2278]
info-date: ಬುಧವಾರ 18–03–2026 [1094,314,1226,330]
cmyk-k: K [78,2370,90,2389]
cmyk-y: Y [68,2370,78,2389]
story5-bottom-rule [37,1829,967,1832]
story1-kicker: ಶಾಂತಿಗೆ ಸೂಕ್ತ ಸಮಯವಲ್ಲ [356,344,649,383]
story2-bottom-rule [970,1098,1535,1100]
info-registration: PMG/KA/NK/BM/712/2025-27 [402,313,606,330]
story7-col2-text: ನಿರ್ಬಂಧಿಸಬಹುದು ಎಂದು ಸ್ಪಷ್ಟಪಡಿಸಿದರು. ಈ ಪ್ರಕರಣದಲ್ಲಿ ಹಿಮಯಾನಿ ಪುರಿ 10 ಕೋಟಿ ಮಾನನಷ್ಟ ಮೊಕದ್ದಮೆ ಹೂಡಿದ್ದಾರೆ. ಅವರ ಪರ ವಾದ ಮಂಡಿಸಿದ ವಕೀಲ ಮಹೇಶ್ ಜೇಠ್ಮಲಾನಿ, ಇದು ರಾಜಕೀಯ ಪ್ರೇರಿತ ಹಾಗೂ ವ್ಯವಸ್ಥಿತ ದಾಳಿ ಆಗಿದ್ದು, ಕೇಂದ್ರ ಸಚಿವರ ಪುತ್ರಿಯಾಗಿರುವುದರಿಂದ ಅವರನ್ನು ಗುರಿಯಾಗಿಸಲಾಗಿದೆ ಎಂದು ವಾದಿಸಿದರು. ಪ್ರಕರಣದ ಮುಂದಿನ ವಿಚಾರಣೆಯಲ್ಲಿ ಆರೋಪಿಗಳ ಪರವಾಗಿ ವಾದ ಮಂಡನೆಯಾಗಲಿದೆ. ನ್ಯಾಯಾಲಯವು ಈ ಹಂತದಲ್ಲಿ ಅರ್ಜಿದಾರರ ಘನತೆ ಹಾಗೂ ಖಾಸಗಿತನ ರಕ್ಷಣೆಗೆ ಮಧ್ಯಂತರ ಪರಿಹಾರ ನೀಡಿದೆ. 2026ರ ಫೆಬ್ರವರಿಯಿಂದ ಸಾಮಾಜಿಕ ಜಾಲತಾಣಗಳಲ್ಲಿ ಹಿಮಯಾನಿ ಪುರಿ ಅವರನ್ನು ಜೆಫ್ರಿ ಎಪ್‌ಸ್ಟೀನ್ ಪ್ರಕರಣಕ್ಕೆ ಜೋಡಿಸಿ ಪೋಸ್ಟ್‌ಗಳು ಹರಿದಾಡುತ್ತಿದ್ದವು. ಈ ಆರೋಪಗಳು ಸಂಪೂರ್ಣ ಆಧಾರರಹಿತವಾಗಿವೆ ಎಂದು ಅರ್ಜಿದಾರರು ವಾದಿಸಿದ್ದಾರೆ. [1262,1957,1533,2123]
masthead-tagline: ಪ್ರಗತಿಶೀಲ ಕನ್ನಡಿಗರ ಮುಖವಾಣಿ [422,36,671,63]
page-border-right [1535,23,1537,2394]
left-teaser-para: ದೆಹಲಿ ಪ್ರವಾಸ ಕೈಗೊಂಡಿರುವ ಡಿ.ಕೆ.ಶಿವಕುಮಾರ್ ಸಂಜೆ ಎಲ್ಲಾ ಪಕ್ಷದ ಸಂಸದರನ್ನು ಸಭೆಗೆ ಆಹ್ವಾನಿಸಿದ್ದಾರೆ. ಆಲಮಟ್ಟಿ ಅಣೆಕಟ್ಟಿನ ಎತ್ತರಕ್ಕೆ ಆಂಧ್ರಪ್ರದೇಶ, ತೆಲಂಗಾಣ, ಮಹಾರಾಷ್ಟ್ರ ರಾಜ್ಯ ಸರ್ಕಾರಗಳು ಅಡ್ಡಿ ಪಡಿಸುತ್ತಿದ್ದು, ಭೂ ಸ್ವಾಧೀನ ಪ್ರಕ್ರಿಯೆ ಕೈಗೊಳ್ಳದಂತೆ ತಡೆ ನೀಡಲು ಕೇಂದ್ರ ಸರ್ಕಾರಕ್ಕೆ ಪತ್ರ ಬರೆದಿದೆ. ಇದು ರಾಜ್ಯಸರ್ಕಾರಕ್ಕೆ ನುಂಗಲಾರದ ಬಿಸಿ ತುಪ್ಪವಾಗಿದೆ. [52,122,389,181]
magenta-swatch [12,223,23,254]
cmyk-m: M [1496,2370,1509,2389]
column-divider [967,340,969,2366]
founder-label: ಸಂಸ್ಥಾಪಕರು: ದಿ. ಬಿ.ಎನ್.ಧಾರವಾಡಕರ [418,248,566,263]
masthead-established: ಸ್ಥಾಪನೆ: 1957 [927,36,1063,64]
left-teaser-para: ಬೆಂಗಳೂರು, ಮಾ.17– ರಾಜ್ಯದ ವಿವಿಧ ಯೋಜನೆಗಳ ಕುರಿತು ಕೇಂದ್ರ ಸರ್ಕಾರದ ಮೇಲೆ ಒತ್ತಡ ಹೇರಲು ಉಪಮುಖ್ಯಮಂತ್ರಿ ಡಿ.ಕೆ.ಶಿವಕುಮಾರ್ ದೆಹಲಿಯಲ್ಲಿಂದು ಕರ್ನಾಟಕದ ಸಂಸದರ ಸಭೆ ನಡೆಸಲಿದ್ದಾರೆ. [52,75,389,119]
info-bar [42,311,1533,333]
story4-col1 [1262,1266,1533,1717]
khamenei-photo [509,474,955,733]
story2-col2-text: ವಾಷಿಂಗ್ಟನ್, ಮಾ.17 : ಅಮೆರಿಕ-ಇಸ್ರೇಲ್ ಜಂಟಿ ಸೇನಾ ಕಾರ್ಯಾಚರಣೆಯ ನಂತರ ಇರಾನ್ ಈ ಮಟ್ಟದಲ್ಲಿ ಪ್ರತಿಕ್ರಿಯಿಸುತ್ತದೆ ಎಂದು ನಿರೀಕ್ಷಿಸಿರಲಿಲ್ಲ ಎಂದು ಅಮೆರಿಕ ಅಧ್ಯಕ್ಷ ಡೊನಾಲ್ಡ್ ಟ್ರಂಪ್ ಹೇಳಿದ್ದಾರೆ. ಇರಾನ್ ಪ್ರತೀಕಾರದ ತೀವ್ರತೆ ಅಚ್ಚರಿ ಮೂಡಿಸಿದ್ದು, ನಾವು ನಿರೀಕ್ಷಿಸಿರಲಿಲ್ಲ ಎಂದು ಅವರು ಒಪ್ಪಿಕೊಂಡಿದ್ದಾರೆ. ಸಂಘರ್ಷದ ಕುರಿತು ಸುದ್ದಿಗಾರರೊಂದಿಗೆ ಮಾತನಾಡಿದ ಟ್ರಂಪ್, “ಇದನ್ನು ಯಾರೂ ನಿರೀಕ್ಷಿಸಿರಲಿಲ್ಲ. ಇರಾನ್ ಪ್ರತಿಕ್ರಿಯೆ ಅನಿರೀಕ್ಷಿತವಾಗಿದ್ದು, ವಿಶೇಷವಾಗಿ ಕತಾರ್, ಸೌದಿ ಅರೇಬಿಯಾ, ಯುನೈಟೆಡ್ ಅರಬ್ ಎಮಿರೇಟ್ಸ್, [986,808,1241,919]
story7-col1 [995,2133,1249,2366]
story5-col1-text: ಹೊಸದಿಲ್ಲಿ, ಮಾ.17 : ಪಶ್ಚಿಮ ಏಷ್ಯಾದಲ್ಲಿ ನಡೆಯುತ್ತಿರುವ ಸಂಘರ್ಷದ ನಡುವೆಯೇ ಇರಾನ್‌ನ ಭದ್ರತಾ ಮುಖ್ಯಸ್ಥ ಅಲಿ ಲಾರಿಜಾನಿ ವೈಮಾನಿಕ ದಾಳಿಯಲ್ಲಿ ಸಾವನ್ನಪ್ಪಿದ್ದಾರೆ ಎಂದು ಇಸ್ರೇಲ್ ರಕ್ಷಣಾ ಸಚಿವ ಕಾಟ್ಜ್ ಹೇಳಿಕೆ ನೀಡಿದ್ದಾರೆ. ಆದರೆ ಈ ಕುರಿತು ಟೆಹ್ರಾನ್‌ನಿಂದ ಯಾವುದೇ ಅಧಿಕೃತ ದೃಢೀಕರಣ ಲಭ್ಯವಾಗಿಲ್ಲ. [42,1702,333,1763]
story6-subhead: ಬೆಳಗಾವಿಯಲ್ಲಿ ಧಾರಾಕಾರ ಮಳೆಗೆ ಜನಜೀವನ ಅಸ್ತವ್ಯಸ್ತ [244,1898,762,1933]
delhi-high-court-photo [995,1956,1249,2125]
left-teaser-body [44,71,397,185]
story5-col2-text: ಕಾಟ್ಜ್ ಅವರ ಪ್ರಕಾರ, ಈ ದಾಳಿಯಲ್ಲಿ ಜನರಲ್ ಘೋಲಮ್ ರೆಜಾ ಸೊಲೈಮಾನಿಯನ್ನೂ ಗುರಿಯಾಗಿಸಲಾಗಿದ್ದು, ಅವರನ್ನು ಕೂಡ ಹತ್ಯೆ ಮಾಡಲಾಗಿದೆ ಎಂದು ತಿಳಿಸಲಾಗಿದೆ. ಇರಾನ್‌ನಾದ್ಯಂತ ನಡೆದ ಇಸ್ರೇಲಿ ದಾಳಿಯಲ್ಲಿ ಲಾರಿಜಾನಿ ಗುರಿಯಾಗಿದ್ದಾರೆ ಎಂದು ಅಧಿಕಾರಿಗಳು ತಿಳಿಸಿದ್ದಾರೆ ಎಂಬ ಮಾಹಿತಿ ಹೊರಬಂದಿದೆ. ಲಾರಿಜಾನಿ ಸಾವಿನ ಮಾಹಿತಿ ದೃಢಪಟ್ಟಲ್ಲಿ, ಫೆಬ್ರವರಿ 28ರಂದು ಇಸ್ರೇಲ್ ಮತ್ತು ಅಮೆರಿಕ ದಾಳಿಯಲ್ಲಿ ಸಾವನ್ನಪ್ಪಿದ ಇರಾನ್‌ನ ಮಾಜಿ ಪರಮೋಚ್ಚ ನಾಯಕ ಅಯತೊಲ್ಲಾ ಅಲಿ ಖಮೇನಿ ನಂತರ ಹತ್ಯೆಗೀಡಾದ ಅತ್ಯುನ್ನತ ಇರಾನಿನ ಅಧಿಕಾರಿಯಾಗುತ್ತಾರೆ. ಈ ನಡುವೆ, ಇತ್ತೀಚೆಗೆ ಅಮೆರಿಕ ಸರ್ಕಾರ ಇರಾನ್‌ನ ಹಿರಿಯ ನಾಯಕರ ಕುರಿತು [345,1534,642,1645]
top-bar [42,0,1533,30]
story7-col2 [1262,1955,1533,2366]
footer-top-rule [37,2367,1540,2370]
story5-end-stars: ******************************************* [685,1634,926,1644]
story1-headline: ಯುದ್ಧವಿರಾಮ ಪ್ರಸ್ತಾಪ ತಿರಸ್ಕರಿಸಿದ ಮೊಜ್ತಬಾ ಖಮೇನಿ [121,392,884,443]
cmyk-m: M [55,2370,68,2389]
masthead-logo: ಸಮದರ್ಶಿ [576,70,1023,236]
story1-col4-text: ಹಾಗೂ ಅಮೆರಿಕದ ನೆಲೆಗಳ ಮೇಲೆ ದಾಳಿ ನಡೆಸುವ ಸಾಧ್ಯತೆಗಳನ್ನೂ ಸೂಚಿಸಿದ್ದರು ಎಂದು ವರದಿಗಳು ತಿಳಿಸಿವೆ. [737,742,955,769]
story5-col3-text: ಮಾಹಿತಿ ನೀಡಿದವರಿಗೆ ಬಹುಮಾನ ಘೋಷಿಸಿತ್ತು. ಲಾರಿಜಾನಿ ಸೇರಿದಂತೆ 10 ಮಂದಿಯ ಮಾಹಿತಿಗೆ 10 ಮಿಲಿಯನ್ ಡಾಲರ್‌ವರೆಗೆ ಬಹುಮಾನ ನೀಡುವುದಾಗಿ ತಿಳಿಸಿತ್ತು. ಇದರ ಮಧ್ಯೆ ಲಾರಿಜಾನಿ ಸಾವಿನ ಕುರಿತು ವದಂತಿಗಳು ಹರಡುತ್ತಿದ್ದ ಸಮಯದಲ್ಲೇ ಅವರ ಅಧಿಕೃತ ಎಕ್ಸ್ ಖಾತೆಯಿಂದ ಪೋಸ್ಟ್ ಹೊರಬಂದಿದ್ದು ಗೊಂದಲಕ್ಕೆ ಕಾರಣವಾಗಿದೆ. ಆ ಪೋಸ್ಟ್‌ನಲ್ಲಿ ಇರಾನ್ ನೌಕಾಪಡೆಯ ಹುತಾತ್ಮರ ಅಂತ್ಯಕ್ರಿಯೆ ಕುರಿತು ಸಂತಾಪ ವ್ಯಕ್ತಪಡಿಸಲಾಗಿದೆ. ಹೀಗಾಗಿ ಲಾರಿಜಾನಿ ಸಾವಿನ ಕುರಿತು ಸ್ಪಷ್ಟ ಮಾಹಿತಿ ಇನ್ನೂ ಲಭ್ಯವಾಗಿಲ್ಲದಿದ್ದು, ಪರಿಸ್ಥಿತಿ ಗೊಂದಲಕಾರಿಯಾಗಿಯೇ ಉಳಿದಿದೆ. [651,1534,960,1629]
cmyk-c: C [44,2370,55,2389]
left-teaser-title: ಕರ್ನಾಟಕದ ಸಂಸದರ ಜೊತೆ ಡಿಕೆಶಿ ಸಭೆ [94,44,348,68]
story2-headline-line1: ಇರಾನ್ ಪ್ರತೀಕಾರಕ್ಕೆ ಬೆಚ್ಚಿಬಿದ್ದ ಟ್ರಂಪ್: [1041,344,1465,384]
cmyk-c: C [1485,2370,1497,2389]
volume-kannada: ಸಂಪುಟ: 69 [45,7,102,23]
story7-end-stars: ********************************** [1302,2128,1493,2138]
story2-headline-line2: ಇದನ್ನು ನಿರೀಕ್ಷಿಸಿರಲಿಲ್ಲ ಎಂದ ಅಮೆರಿಕ [1043,409,1463,450]
right-teaser-title: ರಾಜ್ಯ ಒಕ್ಕಲಿಗರ ಸಂಘದ ಸರ್ವ ಸದಸ್ಯರ ಸಭೆ ಮುಂದೂಡಿಕೆ [1242,43,1485,58]
story1-lead: ಟೆಹರಾನ್, ಮಾ.17 : ಉದ್ವಿಗ್ನತೆ ತಗ್ಗಿಸಲು ಅಥವಾ ಯುದ್ಧವಿರಾಮಕ್ಕೆ ಮುಂದಾದ ಪ್ರಸ್ತಾಪವನ್ನು ಇರಾನ್‌ನ ನೂತನ ಪರಮೋಚ್ಚ ನಾಯಕ ಮೊಜ್ತಬಾ ಖಮೇನಿ ತಿರಸ್ಕರಿಸಿದ್ದಾರೆ ಎಂದು ವರದಿಗಳು ತಿಳಿಸಿವೆ. [52,485,476,549]
cyan-swatch [12,2117,23,2147]
left-teaser-box [42,37,400,307]
story1-col4 [737,739,955,828]
story1-bottom-rule [37,834,967,838]
court-seal-icon [1140,1964,1241,2100]
masthead-subtitle: ದಿನಪತ್ರಿಕೆ [701,241,842,294]
